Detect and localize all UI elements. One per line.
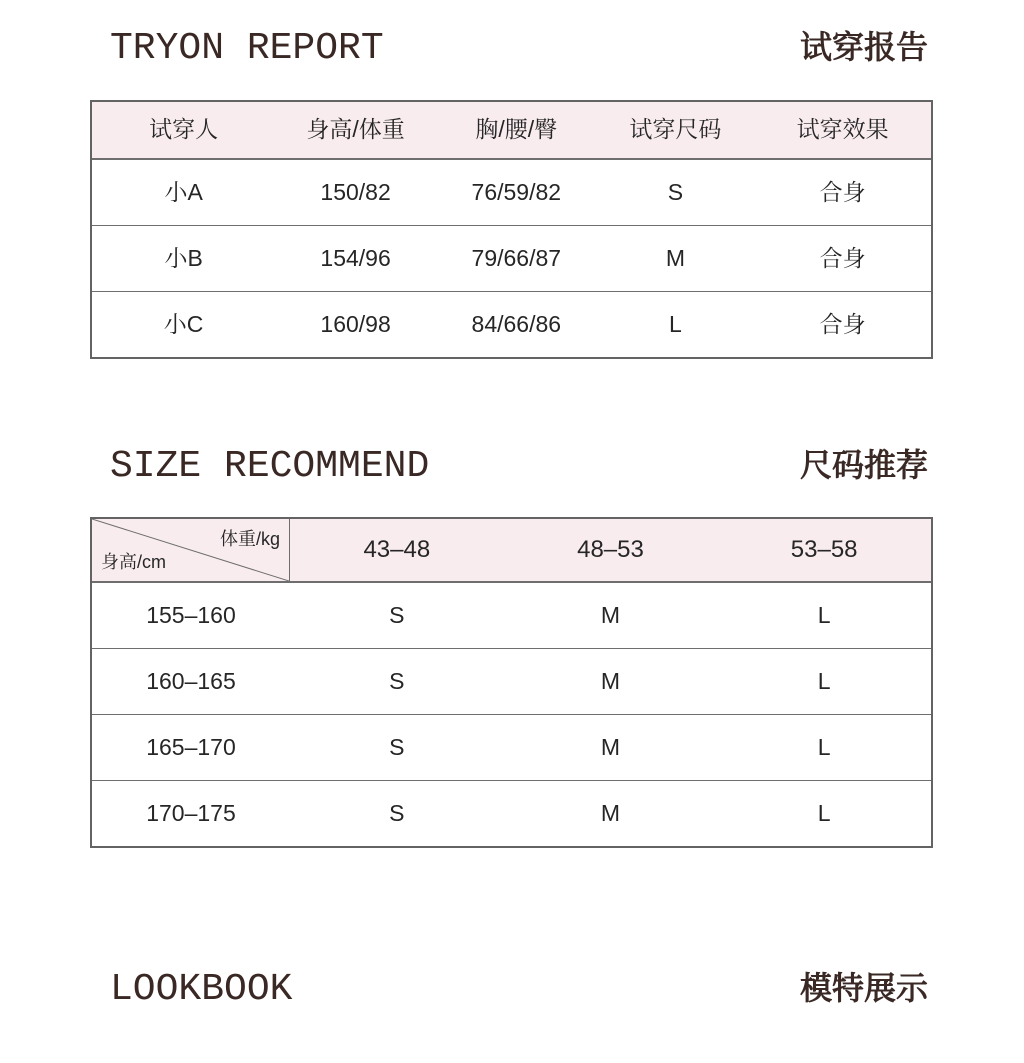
tryon-cell-bust-waist-hip: 79/66/87: [471, 244, 562, 271]
size-cell: M: [600, 601, 621, 628]
size-cell: S: [389, 733, 405, 760]
tryon-header-size: 试穿尺码: [629, 116, 722, 143]
tryon-cell-height-weight: 160/98: [320, 310, 391, 337]
size-recommend-title-en: SIZE RECOMMEND: [110, 445, 430, 488]
lookbook-title-zh: 模特展示: [799, 969, 928, 1007]
size-header-weight-range: 43–48: [363, 535, 431, 563]
size-row-height-range: 170–175: [146, 799, 236, 826]
corner-weight-label: 体重/kg: [219, 529, 280, 549]
size-table-row: [92, 780, 931, 846]
size-cell: M: [600, 667, 621, 694]
tryon-cell-person: 小C: [163, 310, 204, 337]
tryon-header-effect: 试穿效果: [796, 116, 889, 143]
tryon-header-person: 试穿人: [149, 116, 219, 143]
size-cell: L: [817, 733, 831, 760]
tryon-table-row: [92, 291, 931, 357]
tryon-report-table: [90, 100, 933, 359]
tryon-cell-size: M: [665, 244, 686, 271]
size-table-row: [92, 582, 931, 648]
tryon-cell-bust-waist-hip: 84/66/86: [471, 310, 562, 337]
tryon-cell-size: S: [667, 178, 684, 205]
lookbook-title-en: LOOKBOOK: [110, 968, 293, 1011]
tryon-cell-person: 小B: [164, 244, 203, 271]
size-cell: M: [600, 733, 621, 760]
tryon-table-row: [92, 159, 931, 225]
tryon-cell-effect: 合身: [819, 244, 866, 271]
size-table-row: [92, 714, 931, 780]
size-cell: L: [817, 799, 831, 826]
tryon-cell-height-weight: 154/96: [320, 244, 391, 271]
tryon-table-row: [92, 225, 931, 291]
size-table-row: [92, 648, 931, 714]
tryon-cell-bust-waist-hip: 76/59/82: [471, 178, 562, 205]
size-row-height-range: 160–165: [146, 667, 236, 694]
tryon-header-height-weight: 身高/体重: [306, 116, 405, 143]
corner-height-label: 身高/cm: [101, 552, 166, 572]
size-cell: L: [817, 601, 831, 628]
size-cell: S: [389, 799, 405, 826]
tryon-table-header-row: [92, 102, 931, 159]
size-row-height-range: 165–170: [146, 733, 236, 760]
lookbook-heading: [110, 963, 928, 1011]
size-recommend-heading: [110, 440, 928, 488]
tryon-cell-height-weight: 150/82: [320, 178, 391, 205]
tryon-header-bust-waist-hip: 胸/腰/臀: [475, 116, 558, 143]
size-cell: S: [389, 667, 405, 694]
size-header-weight-range: 48–53: [577, 535, 644, 563]
size-cell: S: [389, 601, 405, 628]
tryon-cell-effect: 合身: [819, 310, 866, 337]
tryon-cell-effect: 合身: [819, 178, 866, 205]
size-cell: M: [600, 799, 621, 826]
size-row-height-range: 155–160: [146, 601, 236, 628]
size-header-weight-range: 53–58: [790, 535, 858, 563]
tryon-report-title-en: TRYON REPORT: [110, 27, 384, 70]
tryon-cell-person: 小A: [164, 178, 203, 205]
tryon-cell-size: L: [669, 310, 682, 337]
size-recommend-title-zh: 尺码推荐: [799, 446, 928, 484]
size-table-header-row: [92, 519, 931, 582]
size-table-corner-cell: [92, 519, 290, 581]
tryon-report-title-zh: 试穿报告: [799, 28, 928, 66]
size-recommend-table: [90, 517, 933, 848]
tryon-report-heading: [110, 22, 928, 70]
size-cell: L: [817, 667, 831, 694]
